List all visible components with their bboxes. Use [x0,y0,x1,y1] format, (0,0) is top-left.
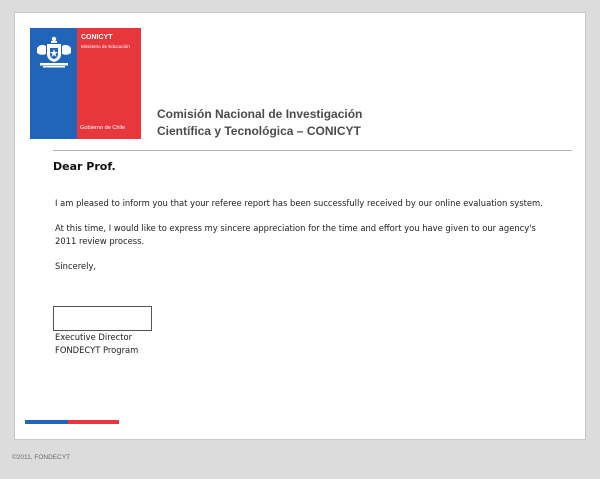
greeting: Dear Prof. [53,160,116,173]
institution-line1: Comisión Nacional de Investigación [157,107,363,121]
letter-card [14,12,586,440]
paragraph-2: At this time, I would like to express my sincere appreciation for the time and effort you have given to our agency's 2011 review process. [55,223,536,246]
institution-line2: Científica y Tecnológica – CONICYT [157,124,361,138]
signer-title: Executive Director [55,332,133,342]
institution-name [157,106,362,140]
signer-program: FONDECYT Program [55,345,139,355]
footer-bar-blue [25,420,68,424]
letter-body [55,197,545,285]
paragraph-1: I am pleased to inform you that your referee report has been successfully received by our online evaluation system. [55,198,543,208]
conicyt-logo [30,28,141,139]
chile-coat-of-arms-icon [34,34,74,70]
logo-ministry: Ministerio de Educación [81,44,130,49]
logo-government: Gobierno de Chile [80,125,126,131]
copyright: ©2011, FONDECYT [12,454,71,461]
header-divider [53,150,572,151]
footer-bar-red [68,420,119,424]
logo-org-name: CONICYT [81,34,113,41]
closing: Sincerely, [55,261,97,271]
signature-box [53,306,152,331]
